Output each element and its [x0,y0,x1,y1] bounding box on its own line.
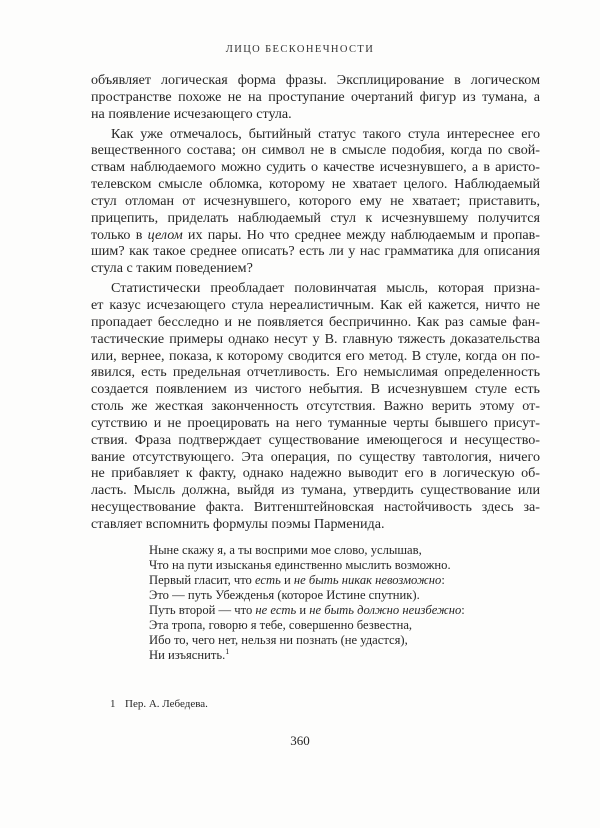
text-segment: на появление исчезающего стула. [91,105,292,122]
text-segment: Путь второй — что [149,603,256,617]
text-segment: Как уже отмечалось, бытийный статус такого стула интереснее его [111,125,540,142]
text-segment: телевском смысле обломка, которому не хватает целого. Наблюдаемый [91,176,540,193]
italic-text: целом [147,226,183,243]
text-line [91,210,540,227]
body-text [91,72,540,536]
poem-line [149,618,465,633]
poem-line [149,543,465,558]
poem-line [149,558,465,573]
paragraph [91,280,540,533]
page-number: 360 [290,733,310,748]
footnote-number: 1 [110,698,116,710]
text-line [91,142,540,159]
footnote-text: Пер. А. Лебедева. [125,698,208,710]
paragraph [91,126,540,278]
text-line [91,432,540,449]
italic-text: не быть должно неизбежно [309,603,462,617]
text-segment: Это — путь Убежденья (которое Истине спутник). [149,588,420,602]
poem-line [149,648,465,663]
text-line [91,482,540,499]
text-segment: Первый гласит, что [149,573,255,587]
poem-line [149,633,465,648]
text-segment: и [280,573,294,587]
text-segment: только в [91,226,148,243]
text-segment: столь же жесткая законченность отсутствия. Важно верить этому от- [91,398,540,415]
text-segment: Статистически преобладает половинчатая мысль, которая призна- [111,280,540,297]
text-segment: Ни изъяснить. [149,648,226,662]
text-line [91,126,540,143]
text-segment: вещественного состава; он символ не в смысле подобия, когда по свой- [91,142,540,159]
text-segment: Что на пути изысканья единственно мыслить возможно. [149,558,451,572]
poem-line [149,603,465,618]
text-segment: сутствию и не проецировать на него туманные черты бывшего присут- [91,414,540,431]
italic-text: есть [254,573,281,587]
poem-line [149,588,465,603]
text-segment: ставляет вспомнить формулы поэмы Парменида. [91,515,385,532]
footnote-reference[interactable]: 1 [225,647,230,656]
text-line [91,72,540,89]
text-line [91,176,540,193]
text-segment: ет казус исчезающего стула нереалистичным. Как ей кажется, ничто не [91,296,540,313]
text-line [91,106,540,123]
text-line [91,89,540,106]
paragraph [91,72,540,123]
text-line [91,516,540,533]
text-line [91,449,540,466]
text-line [91,280,540,297]
text-segment: объявляет логическая форма фразы. Эксплицирование в логическом [91,72,540,88]
text-line [91,499,540,516]
text-line [91,415,540,432]
poem-line [149,573,465,588]
text-segment: ствия. Фраза подтверждает существование имеющегося и несущество- [91,431,540,448]
text-segment: шим? как такое среднее описать? есть ли у нас грамматика для описания [91,243,540,260]
italic-text: не быть никак невозможно [293,573,442,587]
poem-quote [149,543,465,663]
text-line [91,381,540,398]
text-segment: и [296,603,310,617]
text-line [91,297,540,314]
text-line [91,159,540,176]
text-segment: стул отломан от исчезнувшего, которого ему не хватает; приставить, [91,192,540,209]
text-segment: ласть. Мысль должна, выйдя из тумана, утвердить существование или [91,482,540,499]
text-line [91,398,540,415]
text-segment: вание отсутствующего. Эта операция, по существу тавтология, ничего [91,448,540,465]
text-line [91,314,540,331]
text-segment: тастические примеры однако несут у В. главную тяжесть доказательства [91,330,540,347]
text-segment: : [441,573,445,587]
text-line [91,193,540,210]
text-line [91,227,540,244]
text-segment: или, вернее, показа, к которому сводится его метод. В стуле, когда он по- [91,347,540,364]
text-segment: стула с таким поведением? [91,260,253,277]
italic-text: не есть [255,603,297,617]
text-segment: Эта тропа, говорю я тебе, совершенно безвестна, [149,618,413,632]
text-line [91,348,540,365]
text-segment: Ныне скажу я, а ты восприми мое слово, услышав, [149,543,422,557]
text-segment: прицепить, приделать наблюдаемый стул к исчезнувшему получится [91,209,540,226]
text-segment: ствам наблюдаемого можно судить о качестве исчезнувшего, а в аристо- [91,159,540,176]
text-line [91,465,540,482]
text-segment: Ибо то, чего нет, нельзя ни познать (не удастся), [149,633,408,647]
text-line [91,364,540,381]
text-segment: не прибавляет к факту, однако надежно выводит его в логическую об- [91,465,540,482]
text-segment: пространстве похоже не на проступание очертаний фигур из тумана, а [91,88,540,105]
text-segment: создается появлением из чистого небытия. В исчезнувшем стуле есть [91,381,540,398]
text-segment: их пары. Но что среднее между наблюдаемым и пропав- [182,226,540,243]
text-segment: : [461,603,465,617]
footnote [110,698,208,710]
running-header: ЛИЦО БЕСКОНЕЧНОСТИ [225,44,375,55]
text-segment: пропадает бесследно и не появляется беспричинно. Как раз самые фан- [91,313,540,330]
text-line [91,260,540,277]
text-segment: несуществование факта. Витгенштейновская настойчивость здесь за- [91,499,540,516]
text-line [91,243,540,260]
text-segment: явился, есть предельная отчетливость. Его немыслимая определенность [91,364,540,381]
text-line [91,331,540,348]
